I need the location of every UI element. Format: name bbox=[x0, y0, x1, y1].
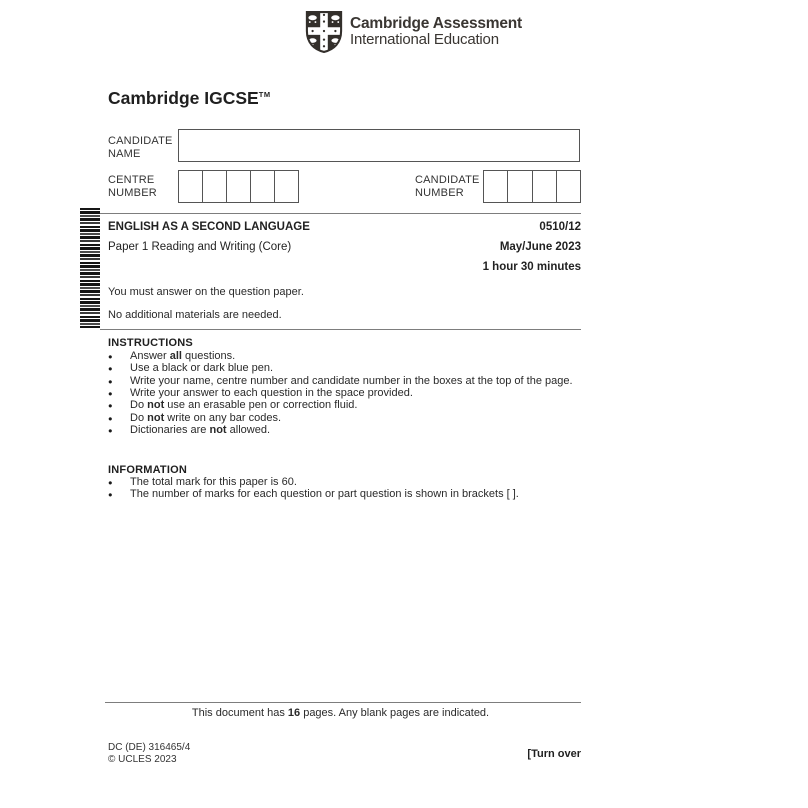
number-cell[interactable] bbox=[226, 171, 250, 202]
information-list bbox=[108, 476, 581, 501]
divider-top bbox=[100, 213, 581, 214]
cambridge-shield-icon bbox=[305, 10, 343, 54]
logo-line1: Cambridge Assessment bbox=[350, 14, 523, 32]
bullet-icon: ● bbox=[108, 364, 113, 374]
instruction-text: Write your answer to each question in the space provided. bbox=[130, 387, 413, 400]
number-cell[interactable] bbox=[179, 171, 202, 202]
exam-duration: 1 hour 30 minutes bbox=[482, 261, 581, 273]
bullet-icon: ● bbox=[108, 478, 113, 487]
instruction-text: Do not use an erasable pen or correction fluid. bbox=[130, 399, 358, 412]
bullet-icon: ● bbox=[108, 401, 113, 411]
logo-text bbox=[350, 15, 522, 49]
copyright-notice: © UCLES 2023 bbox=[108, 753, 177, 765]
bullet-icon: ● bbox=[108, 426, 113, 436]
instruction-text: Use a black or dark blue pen. bbox=[130, 362, 274, 375]
page-title bbox=[108, 88, 271, 109]
exam-header-row-1 bbox=[108, 221, 581, 233]
bullet-icon: ● bbox=[108, 413, 113, 423]
bullet-icon: ● bbox=[108, 376, 113, 386]
logo-line2: International Education bbox=[350, 31, 499, 49]
bullet-icon: ● bbox=[108, 490, 113, 500]
turn-over-label: [Turn over bbox=[527, 748, 581, 760]
instruction-text: Do not write on any bar codes. bbox=[130, 411, 282, 424]
number-cell[interactable] bbox=[202, 171, 226, 202]
candidate-number-cells[interactable] bbox=[483, 170, 581, 203]
information-item bbox=[108, 488, 581, 500]
information-text: The total mark for this paper is 60. bbox=[130, 476, 297, 488]
instruction-item bbox=[108, 412, 581, 424]
exam-header-row-3 bbox=[108, 261, 581, 273]
number-cell[interactable] bbox=[274, 171, 298, 202]
exam-subject: ENGLISH AS A SECOND LANGUAGE bbox=[108, 221, 310, 233]
exam-code: 0510/12 bbox=[539, 221, 581, 233]
materials-note: No additional materials are needed. bbox=[108, 309, 282, 321]
exam-session: May/June 2023 bbox=[499, 241, 581, 253]
trademark-symbol: TM bbox=[258, 90, 271, 100]
number-cell[interactable] bbox=[484, 171, 507, 202]
exam-paper: Paper 1 Reading and Writing (Core) bbox=[108, 241, 292, 253]
page-title-text: Cambridge IGCSE bbox=[108, 88, 259, 108]
centre-number-cells[interactable] bbox=[178, 170, 299, 203]
instruction-text: Dictionaries are not allowed. bbox=[130, 424, 271, 437]
number-cell[interactable] bbox=[507, 171, 531, 202]
cambridge-logo bbox=[305, 10, 522, 54]
information-text: The number of marks for each question or part question is shown in brackets [ ]. bbox=[130, 488, 519, 501]
instruction-item bbox=[108, 387, 581, 399]
instruction-text: Answer all questions. bbox=[130, 350, 236, 362]
instruction-text: Write your name, centre number and candidate number in the boxes at the top of the page. bbox=[130, 374, 573, 387]
instruction-item bbox=[108, 424, 581, 436]
number-cell[interactable] bbox=[250, 171, 274, 202]
barcode-icon bbox=[80, 208, 100, 328]
instruction-item bbox=[108, 399, 581, 411]
answer-note: You must answer on the question paper. bbox=[108, 286, 304, 298]
footer-codes bbox=[108, 742, 190, 765]
exam-header-row-2 bbox=[108, 241, 581, 253]
divider-middle bbox=[100, 329, 581, 330]
number-cell[interactable] bbox=[532, 171, 556, 202]
information-item bbox=[108, 476, 581, 488]
instructions-list bbox=[108, 350, 581, 436]
instruction-item bbox=[108, 375, 581, 387]
candidate-number-label: CANDIDATE NUMBER bbox=[415, 174, 480, 200]
divider-bottom bbox=[105, 702, 581, 703]
candidate-name-input-box[interactable] bbox=[178, 129, 580, 162]
number-cell[interactable] bbox=[556, 171, 580, 202]
bullet-icon: ● bbox=[108, 352, 113, 361]
instructions-heading: INSTRUCTIONS bbox=[108, 337, 193, 349]
doc-reference-code: DC (DE) 316465/4 bbox=[108, 742, 191, 753]
centre-number-label: CENTRE NUMBER bbox=[108, 174, 157, 200]
page-count-note: This document has 16 pages. Any blank pages are indicated. bbox=[191, 707, 490, 719]
information-heading: INFORMATION bbox=[108, 464, 187, 476]
candidate-name-label: CANDIDATE NAME bbox=[108, 135, 173, 161]
instruction-item bbox=[108, 362, 581, 374]
instruction-item bbox=[108, 350, 581, 362]
bullet-icon: ● bbox=[108, 389, 113, 399]
